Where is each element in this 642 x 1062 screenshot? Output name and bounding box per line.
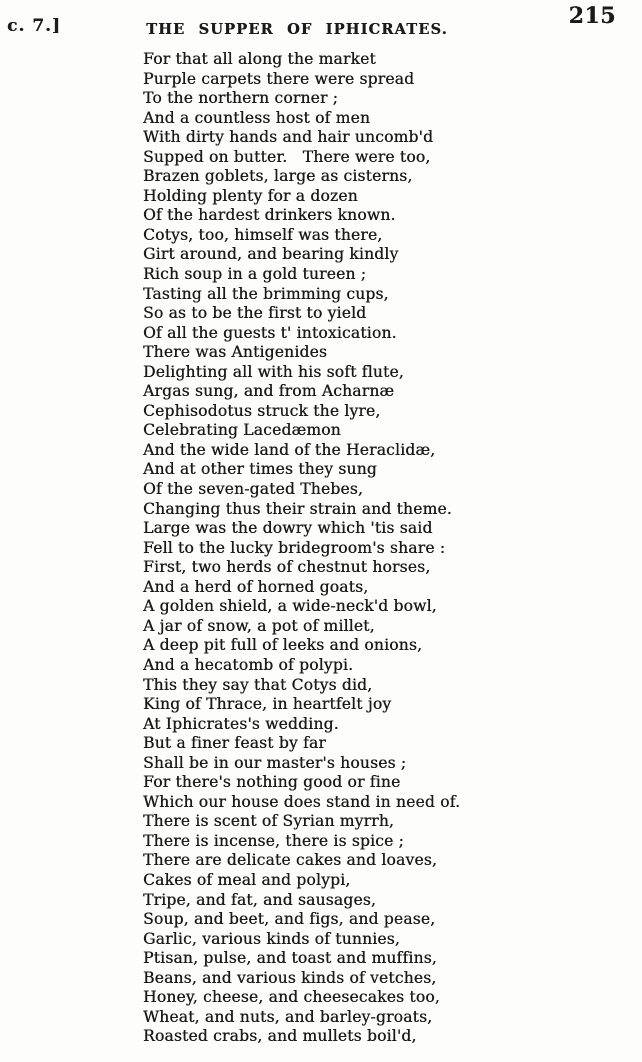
poem-line: And at other times they sung [143, 460, 377, 479]
poem-line: King of Thrace, in heartfelt joy [143, 695, 392, 714]
poem-line: Cephisodotus struck the lyre, [143, 401, 381, 420]
poem-line: Which our house does stand in need of. [143, 792, 461, 811]
poem-line: Purple carpets there were spread [143, 69, 415, 88]
poem-line: A jar of snow, a pot of millet, [143, 616, 375, 635]
poem-line: For there's nothing good or fine [143, 773, 401, 792]
poem-body [143, 50, 583, 1047]
poem-line: Shall be in our master's houses ; [143, 753, 407, 772]
poem-line: And a countless host of men [143, 108, 371, 127]
poem-line: Of all the guests t' intoxication. [143, 323, 397, 342]
poem-line: Delighting all with his soft flute, [143, 362, 404, 381]
poem-line: Honey, cheese, and cheesecakes too, [143, 988, 440, 1007]
poem-line: But a finer feast by far [143, 734, 326, 753]
poem-line: And the wide land of the Heraclidæ, [143, 440, 436, 459]
poem-line: Celebrating Lacedæmon [143, 421, 341, 440]
poem-line: With dirty hands and hair uncomb'd [143, 128, 434, 147]
poem-line: Cotys, too, himself was there, [143, 225, 383, 244]
poem-line: Holding plenty for a dozen [143, 186, 358, 205]
chapter-marker: c. 7.] [7, 16, 61, 36]
poem-line: Of the seven-gated Thebes, [143, 480, 364, 499]
poem-line: Rich soup in a gold tureen ; [143, 265, 367, 284]
poem-line: And a hecatomb of polypi. [143, 655, 354, 674]
poem-line: So as to be the first to yield [143, 304, 367, 323]
poem-line: First, two herds of chestnut horses, [143, 558, 431, 577]
poem-line: Tasting all the brimming cups, [143, 284, 389, 303]
poem-line: There is scent of Syrian myrrh, [143, 812, 395, 831]
page-number: 215 [568, 3, 616, 29]
poem-line: Soup, and beet, and figs, and pease, [143, 910, 436, 929]
poem-line: A deep pit full of leeks and onions, [143, 636, 423, 655]
poem-line: For that all along the market [143, 50, 376, 68]
poem-line: Large was the dowry which 'tis said [143, 519, 433, 538]
poem-line: There is incense, there is spice ; [143, 831, 404, 850]
poem-line: Argas sung, and from Acharnæ [143, 382, 395, 401]
poem-line: Wheat, and nuts, and barley-groats, [143, 1007, 433, 1026]
poem-line: Changing thus their strain and theme. [143, 499, 452, 518]
poem-line: Cakes of meal and polypi, [143, 870, 351, 889]
poem-line: Garlic, various kinds of tunnies, [143, 929, 400, 948]
poem-line: At Iphicrates's wedding. [143, 714, 339, 733]
poem-line: And a herd of horned goats, [143, 577, 369, 596]
poem-line: There are delicate cakes and loaves, [143, 851, 437, 870]
poem-line: This they say that Cotys did, [143, 675, 373, 694]
running-title: THE SUPPER OF IPHICRATES. [146, 21, 448, 38]
poem-line: To the northern corner ; [143, 89, 339, 108]
poem-line: Brazen goblets, large as cisterns, [143, 167, 413, 186]
poem-line: Supped on butter. There were too, [143, 147, 431, 166]
poem-line: Tripe, and fat, and sausages, [143, 890, 377, 909]
poem-line: Beans, and various kinds of vetches, [143, 968, 437, 987]
poem-line: There was Antigenides [143, 343, 328, 362]
poem-line: Fell to the lucky bridegroom's share : [143, 538, 446, 557]
poem-line: A golden shield, a wide-neck'd bowl, [143, 597, 437, 616]
poem-line: Girt around, and bearing kindly [143, 245, 399, 264]
poem-line: Of the hardest drinkers known. [143, 206, 396, 225]
poem-line: Roasted crabs, and mullets boil'd, [143, 1027, 417, 1046]
poem-line: Ptisan, pulse, and toast and muffins, [143, 949, 437, 968]
